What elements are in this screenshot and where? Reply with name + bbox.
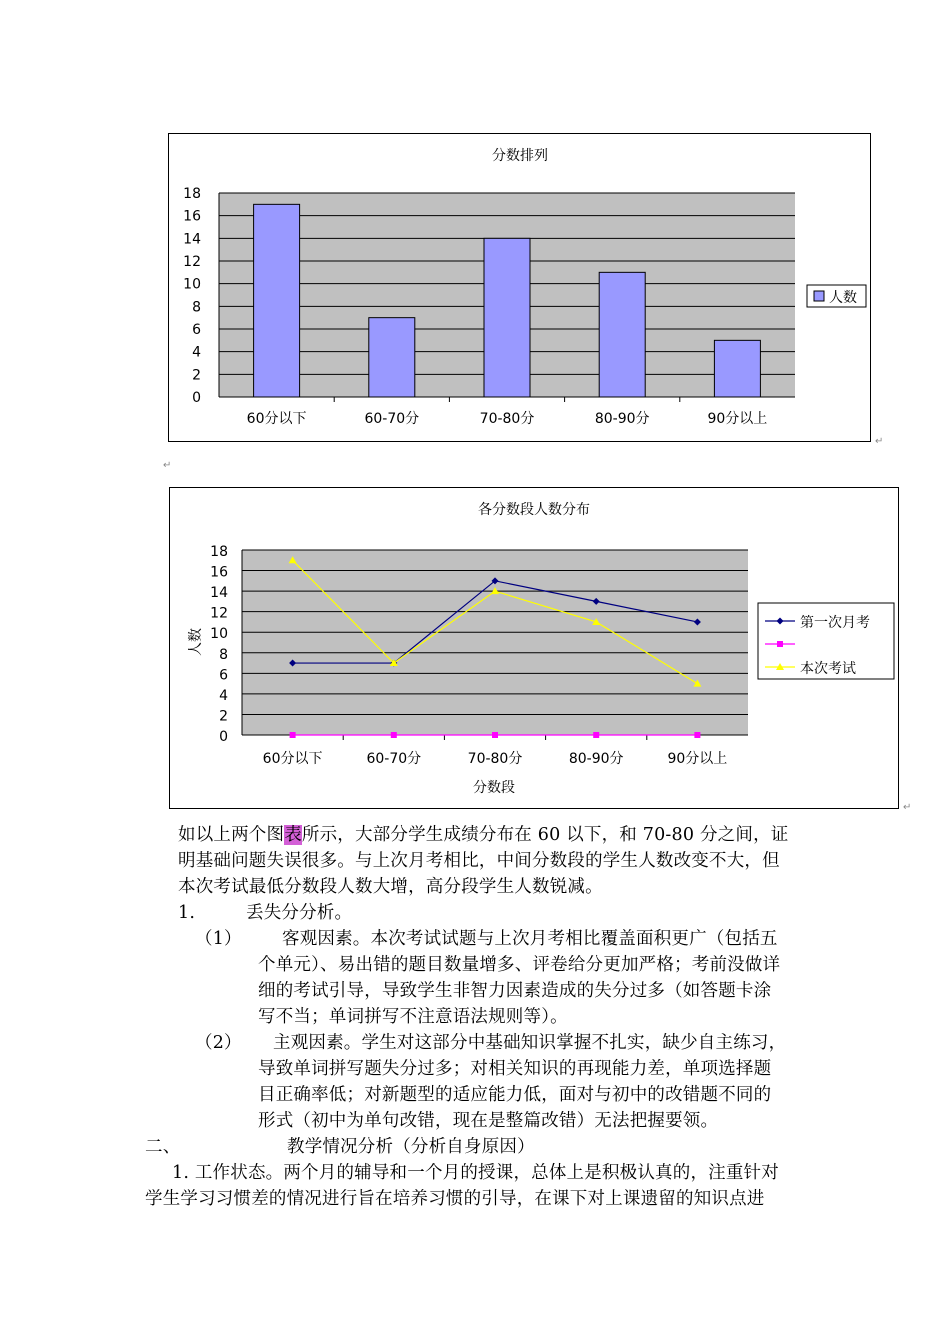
- y-tick-label: 12: [183, 254, 201, 270]
- y-tick-label: 4: [192, 344, 201, 361]
- legend-label: 人数: [829, 290, 857, 306]
- chart-title: 各分数段人数分布: [478, 502, 590, 518]
- x-tick-label: 90分以上: [707, 411, 768, 427]
- data-point: [694, 732, 700, 738]
- text-run: 如以上两个图: [178, 825, 285, 845]
- data-point: [492, 732, 498, 738]
- chart-title: 分数排列: [492, 148, 548, 164]
- sub-item-1-line-4: 写不当；单词拼写不注意语法规则等）。: [258, 1007, 568, 1027]
- y-tick-label: 0: [192, 390, 201, 406]
- x-tick-label: 80-90分: [568, 751, 624, 767]
- y-tick-label: 4: [219, 687, 228, 704]
- y-tick-label: 12: [210, 605, 228, 622]
- y-tick-label: 6: [192, 322, 201, 338]
- y-tick-label: 16: [183, 208, 201, 225]
- y-tick-label: 2: [219, 708, 228, 725]
- sub-item-2-line-1: 主观因素。学生对这部分中基础知识掌握不扎实，缺少自主练习，: [273, 1033, 787, 1053]
- y-tick-label: 0: [219, 729, 228, 745]
- x-tick-label: 60-70分: [364, 411, 420, 427]
- paragraph-1-line-2: 明基础问题失误很多。与上次月考相比，中间分数段的学生人数改变不大，但: [178, 851, 780, 871]
- bar-chart-svg: [169, 134, 870, 441]
- y-tick-label: 8: [192, 299, 201, 316]
- y-tick-label: 8: [219, 646, 228, 663]
- legend-swatch: [814, 291, 824, 301]
- data-point: [593, 732, 599, 738]
- y-tick-label: 14: [210, 585, 228, 602]
- paragraph-mark: ↵: [875, 436, 884, 447]
- item-1-text: 丢失分分析。: [246, 903, 353, 923]
- text-run: 所示，大部分学生成绩分布在 60 以下，和 70-80 分之间，证: [301, 825, 789, 845]
- y-tick-label: 14: [183, 231, 201, 248]
- paragraph-1-line-3: 本次考试最低分数段人数大增，高分段学生人数锐减。: [178, 877, 603, 897]
- sub-item-2-line-2: 导致单词拼写题失分过多；对相关知识的再现能力差，单项选择题: [258, 1059, 772, 1079]
- sub-item-1-line-2: 个单元）、易出错的题目数量增多、评卷给分更加严格；考前没做详: [258, 955, 781, 975]
- line-chart: [169, 487, 899, 809]
- paragraph-mark: ↵: [163, 460, 172, 471]
- legend-label: 本次考试: [800, 661, 856, 677]
- section-2-heading: 教学情况分析（分析自身原因）: [287, 1137, 535, 1157]
- legend-label: 第一次月考: [800, 615, 870, 631]
- item-1-number: 1.: [178, 903, 196, 923]
- sub-item-2-line-3: 目正确率低；对新题型的适应能力低，面对与初中的改错题不同的: [258, 1085, 772, 1105]
- sub-item-1-line-3: 细的考试引导，导致学生非智力因素造成的失分过多（如答题卡涂: [258, 981, 772, 1001]
- x-tick-label: 90分以上: [667, 751, 728, 767]
- bar: [484, 238, 530, 397]
- highlighted-text: 表: [284, 825, 302, 845]
- y-axis-label: 人数: [188, 628, 204, 656]
- x-tick-label: 60-70分: [366, 751, 422, 767]
- sub-item-1-line-1: 客观因素。本次考试试题与上次月考相比覆盖面积更广（包括五: [282, 929, 778, 949]
- bar: [254, 204, 300, 397]
- bar: [714, 340, 760, 397]
- bar: [599, 272, 645, 397]
- y-tick-label: 18: [183, 186, 201, 202]
- sub-item-1-number: （1）: [195, 929, 242, 949]
- paragraph-2-line-2: 学生学习习惯差的情况进行旨在培养习惯的引导，在课下对上课遗留的知识点进: [145, 1189, 765, 1209]
- bar: [369, 318, 415, 397]
- data-point: [290, 732, 296, 738]
- x-tick-label: 70-80分: [479, 411, 535, 427]
- y-tick-label: 10: [210, 626, 228, 643]
- sub-item-2-number: （2）: [195, 1033, 242, 1053]
- bar-chart: [168, 133, 871, 442]
- y-tick-label: 10: [183, 276, 201, 293]
- y-tick-label: 2: [192, 367, 201, 384]
- x-tick-label: 60分以下: [246, 411, 307, 427]
- section-2-number: 二、: [145, 1137, 181, 1157]
- x-tick-label: 70-80分: [467, 751, 523, 767]
- sub-item-2-line-4: 形式（初中为单句改错，现在是整篇改错）无法把握要领。: [258, 1111, 719, 1131]
- data-point: [391, 732, 397, 738]
- y-tick-label: 16: [210, 564, 228, 581]
- paragraph-2-line-1: 1. 工作状态。两个月的辅导和一个月的授课，总体上是积极认真的，注重针对: [172, 1163, 779, 1183]
- legend-marker: [777, 641, 783, 647]
- x-tick-label: 80-90分: [594, 411, 650, 427]
- y-tick-label: 6: [219, 667, 228, 684]
- paragraph-mark: ↵: [903, 802, 912, 813]
- line-chart-svg: [170, 488, 898, 808]
- x-tick-label: 60分以下: [262, 751, 323, 767]
- y-tick-label: 18: [210, 544, 228, 560]
- x-axis-label: 分数段: [473, 780, 515, 796]
- paragraph-1-line-1: [178, 822, 788, 848]
